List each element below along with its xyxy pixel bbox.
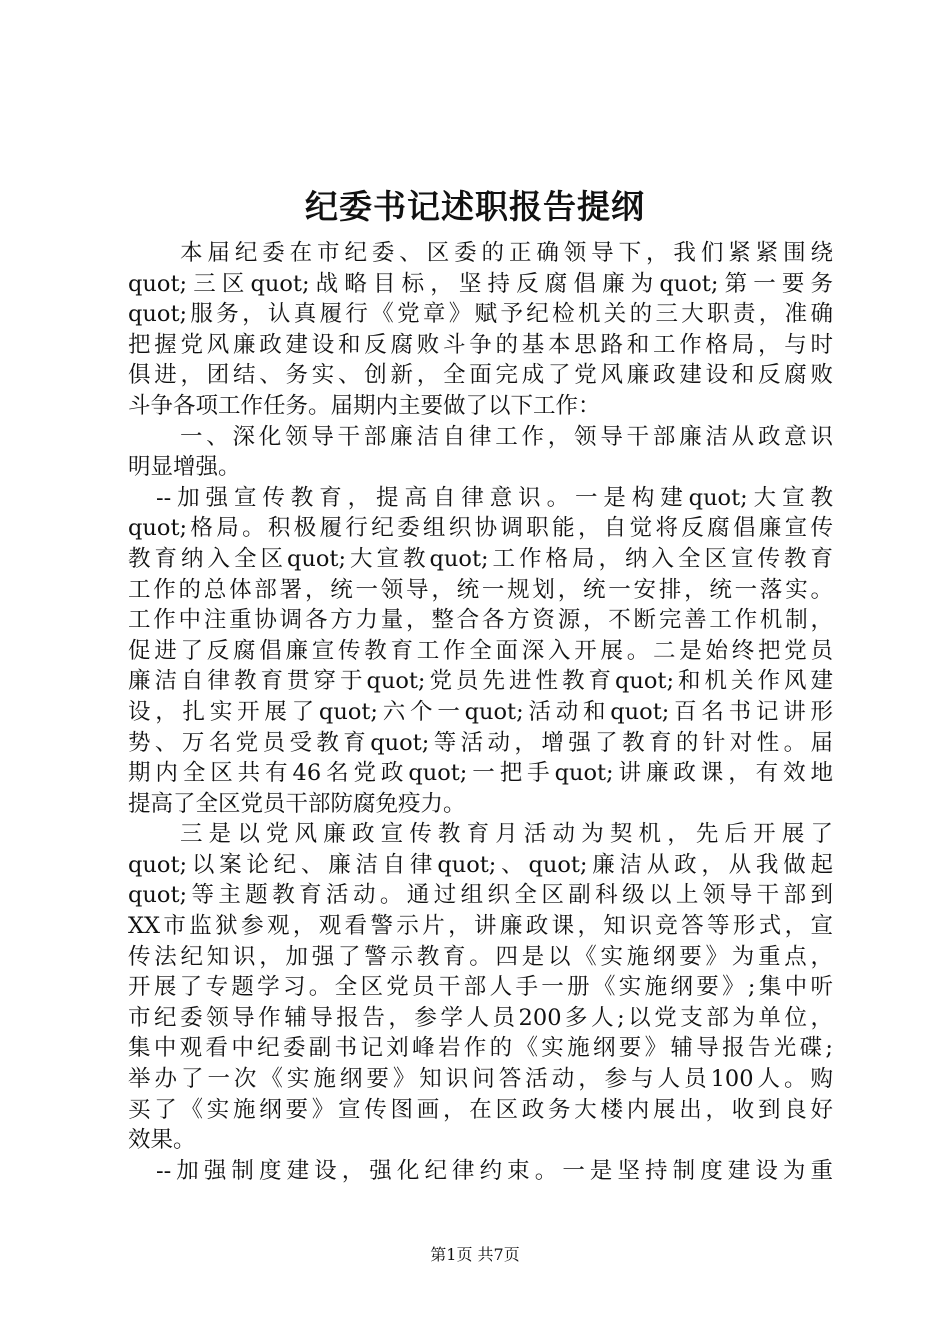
text-line: 斗争各项工作任务。届期内主要做了以下工作： xyxy=(128,392,601,419)
text-line: quot;服务，认真履行《党章》赋予纪检机关的三大职责，准确 xyxy=(128,301,833,328)
text-line: quot;三区quot;战略目标，坚持反腐倡廉为quot;第一要务 xyxy=(128,270,833,297)
text-line: 开展了专题学习。全区党员干部人手一册《实施纲要》;集中听 xyxy=(128,974,833,1001)
text-line: 设，扎实开展了quot;六个一quot;活动和quot;百名书记讲形 xyxy=(128,698,833,725)
text-line: 期内全区共有46名党政quot;一把手quot;讲廉政课，有效地 xyxy=(128,760,833,787)
text-line: 工作中注重协调各方力量，整合各方资源，不断完善工作机制， xyxy=(128,607,833,634)
text-line: quot;等主题教育活动。通过组织全区副科级以上领导干部到 xyxy=(128,882,833,909)
text-line: 把握党风廉政建设和反腐败斗争的基本思路和工作格局，与时 xyxy=(128,331,833,358)
text-line: 明显增强。 xyxy=(128,454,241,481)
text-line: 廉洁自律教育贯穿于quot;党员先进性教育quot;和机关作风建 xyxy=(128,668,833,695)
text-line: --加强宣传教育，提高自律意识。一是构建quot;大宣教 xyxy=(156,484,833,511)
document-title: 纪委书记述职报告提纲 xyxy=(305,187,645,226)
text-line: 买了《实施纲要》宣传图画，在区政务大楼内展出，收到良好 xyxy=(128,1096,833,1123)
text-line: 三是以党风廉政宣传教育月活动为契机，先后开展了 xyxy=(180,821,833,848)
text-line: 传法纪知识，加强了警示教育。四是以《实施纲要》为重点， xyxy=(128,943,833,970)
text-line: XX市监狱参观，观看警示片，讲廉政课，知识竞答等形式，宣 xyxy=(128,913,833,940)
text-line: 俱进，团结、务实、创新，全面完成了党风廉政建设和反腐败 xyxy=(128,362,833,389)
text-line: 一、深化领导干部廉洁自律工作，领导干部廉洁从政意识 xyxy=(180,423,833,450)
text-line: 促进了反腐倡廉宣传教育工作全面深入开展。二是始终把党员 xyxy=(128,637,833,664)
text-line: quot;以案论纪、廉洁自律quot;、quot;廉洁从政，从我做起 xyxy=(128,851,833,878)
text-line: 势、万名党员受教育quot;等活动，增强了教育的针对性。届 xyxy=(128,729,833,756)
text-line: --加强制度建设，强化纪律约束。一是坚持制度建设为重 xyxy=(156,1157,833,1184)
text-line: 提高了全区党员干部防腐免疫力。 xyxy=(128,790,466,817)
text-line: 效果。 xyxy=(128,1127,196,1154)
page-footer: 第1页 共7页 xyxy=(430,1245,520,1264)
text-line: 集中观看中纪委副书记刘峰岩作的《实施纲要》辅导报告光碟; xyxy=(128,1035,833,1062)
text-line: 教育纳入全区quot;大宣教quot;工作格局，纳入全区宣传教育 xyxy=(128,545,833,572)
text-line: 本届纪委在市纪委、区委的正确领导下，我们紧紧围绕 xyxy=(180,240,833,266)
text-line: 工作的总体部署，统一领导，统一规划，统一安排，统一落实。 xyxy=(128,576,833,603)
text-line: 市纪委领导作辅导报告，参学人员200多人;以党支部为单位， xyxy=(128,1004,833,1031)
document-body xyxy=(128,238,833,1186)
text-line: quot;格局。积极履行纪委组织协调职能，自觉将反腐倡廉宣传 xyxy=(128,515,833,542)
text-line: 举办了一次《实施纲要》知识问答活动，参与人员100人。购 xyxy=(128,1066,833,1093)
